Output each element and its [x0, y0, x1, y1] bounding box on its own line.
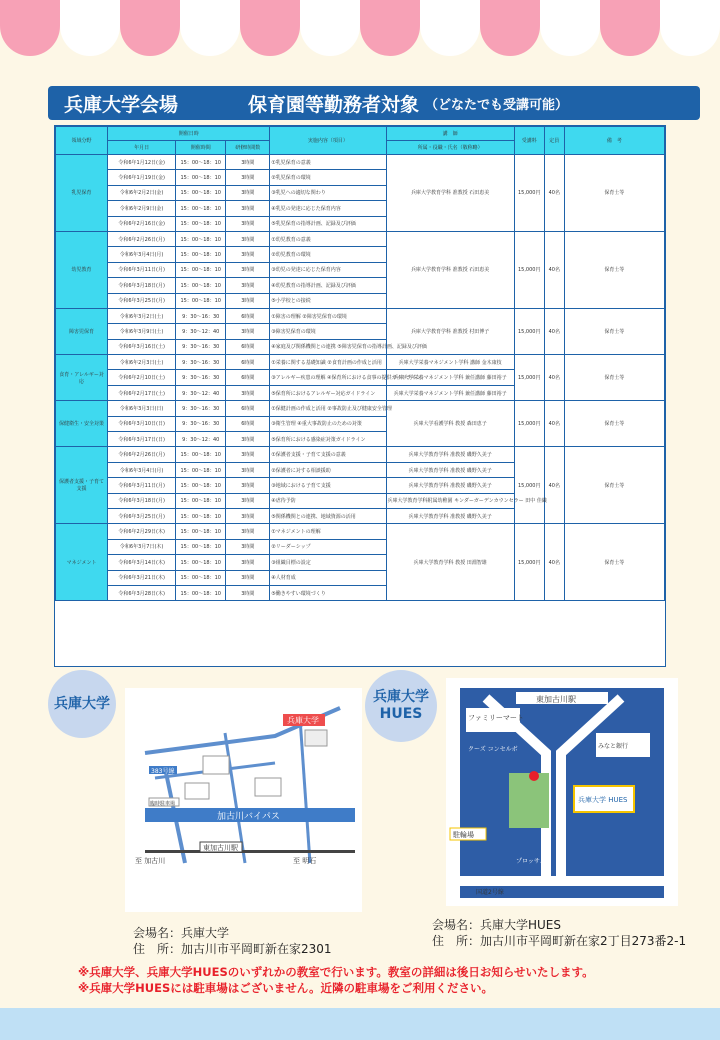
campus1-map [125, 688, 362, 912]
cell-time: 15：00～18：10 [176, 185, 226, 200]
cell-lecturer: 兵庫大学教育学科 准教授 磯野久美子 [386, 508, 514, 523]
cell-content: ④家庭及び関係機関との連携 ⑤障害児保育の指導計画、記録及び評価 [270, 339, 386, 354]
cell-date: 令和6年2月16日(金) [108, 216, 176, 231]
campus2-badge [365, 670, 437, 742]
note-1: ※兵庫大学、兵庫大学HUESのいずれかの教室で行います。教室の詳細は後日お知らせいたします。 [78, 965, 594, 979]
cell-hours: 3時間 [226, 216, 270, 231]
to-kakogawa: 至 加古川 [135, 857, 166, 865]
table-row [56, 355, 665, 370]
cell-area: 幼児教育 [56, 231, 108, 308]
cell-area: マネジメント [56, 524, 108, 601]
cell-time: 15：00～18：10 [176, 478, 226, 493]
schedule-body [56, 155, 665, 601]
table-row [56, 231, 665, 246]
cell-date: 令和6年3月16日(土) [108, 339, 176, 354]
cell-date: 令和6年3月3日(日) [108, 401, 176, 416]
cell-hours: 3時間 [226, 155, 270, 170]
cell-content: ①栄養に関する基礎知識 ②食育計画の作成と活用 [270, 355, 386, 370]
cell-time: 15：00～18：10 [176, 570, 226, 585]
cell-time: 9：30～16：30 [176, 416, 226, 431]
cell-date: 令和6年3月7日(木) [108, 539, 176, 554]
cell-date: 令和6年3月21日(木) [108, 570, 176, 585]
university-label: 兵庫大学 [287, 716, 319, 725]
familymart-label: ファミリーマート [468, 714, 524, 722]
cell-content: ③衛生管理 ④重大事故防止のための対策 [270, 416, 386, 431]
cell-lecturer: 兵庫大学教育学科 教授 田淵智雄 [386, 524, 514, 601]
cell-date: 令和6年1月12日(金) [108, 155, 176, 170]
cell-hours: 3時間 [226, 585, 270, 600]
target-title: 保育園等勤務者対象 [248, 93, 420, 116]
cell-area: 障害児保育 [56, 308, 108, 354]
target-subtitle: （どなたでも受講可能） [425, 97, 569, 113]
cell-date: 令和6年2月26日(月) [108, 231, 176, 246]
cell-date: 令和6年3月17日(日) [108, 432, 176, 447]
cell-time: 15：00～18：10 [176, 524, 226, 539]
to-akashi: 至 明石 [293, 857, 317, 865]
cell-fee: 15,000円 [514, 524, 544, 601]
cell-time: 15：00～18：10 [176, 539, 226, 554]
cell-date: 令和6年2月9日(金) [108, 201, 176, 216]
cell-hours: 3時間 [226, 231, 270, 246]
th-lecturer-group: 講 師 [386, 127, 514, 141]
cell-date: 令和6年3月11日(月) [108, 478, 176, 493]
cell-lecturer: 兵庫大学教育学科 准教授 磯野久美子 [386, 447, 514, 462]
th-time: 開催時間 [176, 141, 226, 155]
cell-cap: 40名 [544, 231, 564, 308]
cell-remarks: 保育士等 [564, 401, 664, 447]
th-cap: 定員 [544, 127, 564, 155]
awning-decoration [0, 0, 720, 56]
cell-content: ⑤小学校との接続 [270, 293, 386, 308]
cell-hours: 6時間 [226, 339, 270, 354]
cell-hours: 3時間 [226, 508, 270, 523]
cell-cap: 40名 [544, 308, 564, 354]
cell-hours: 3時間 [226, 293, 270, 308]
cell-fee: 15,000円 [514, 308, 544, 354]
cell-remarks: 保育士等 [564, 308, 664, 354]
prossum-label: プロッサム [516, 858, 546, 865]
campus2-caption [432, 917, 686, 949]
cell-date: 令和6年3月18日(月) [108, 493, 176, 508]
th-date-group: 開催日時 [108, 127, 270, 141]
cell-fee: 15,000円 [514, 355, 544, 401]
cell-hours: 6時間 [226, 370, 270, 385]
cell-content: ④乳児の発達に応じた保育内容 [270, 201, 386, 216]
cell-date: 令和6年3月11日(月) [108, 262, 176, 277]
campus2-address: 住 所：加古川市平岡町新在家2丁目273番2-1 [432, 934, 687, 948]
cell-time: 15：00～18：10 [176, 447, 226, 462]
cell-hours: 3時間 [226, 324, 270, 339]
note-2: ※兵庫大学HUESには駐車場はございません。近隣の駐車場をご利用ください。 [78, 981, 493, 995]
cell-hours: 3時間 [226, 201, 270, 216]
cell-time: 15：00～18：10 [176, 155, 226, 170]
cell-hours: 3時間 [226, 185, 270, 200]
cell-hours: 6時間 [226, 355, 270, 370]
table-row [56, 155, 665, 170]
cell-time: 15：00～18：10 [176, 201, 226, 216]
cell-remarks: 保育士等 [564, 355, 664, 401]
cell-lecturer: 兵庫大学栄養マネジメント学科 兼任講師 藤田裕子 [386, 370, 514, 385]
th-remarks: 備 考 [564, 127, 664, 155]
station-label-2: 東加古川駅 [536, 695, 576, 704]
cell-cap: 40名 [544, 401, 564, 447]
venue-title: 兵庫大学会場 [64, 93, 179, 116]
cell-time: 15：00～18：10 [176, 247, 226, 262]
minato-label: みなと銀行 [598, 743, 629, 750]
cell-date: 令和6年3月25日(月) [108, 293, 176, 308]
bypass-label: 加古川バイパス [217, 812, 280, 822]
cell-cap: 40名 [544, 447, 564, 524]
cell-content: ⑤働きやすい環境づくり [270, 585, 386, 600]
cell-lecturer: 兵庫大学看護学科 教授 森田恵子 [386, 401, 514, 447]
cell-content: ③組織目標の設定 [270, 555, 386, 570]
footer-band [0, 1008, 720, 1040]
parking-label-1: 臨時駐車場 [150, 801, 176, 807]
campus2-map [446, 678, 678, 906]
cell-time: 15：00～18：10 [176, 555, 226, 570]
cell-fee: 15,000円 [514, 447, 544, 524]
cell-cap: 40名 [544, 355, 564, 401]
cell-time: 9：30～16：30 [176, 401, 226, 416]
table-row [56, 447, 665, 462]
cell-remarks: 保育士等 [564, 524, 664, 601]
cell-hours: 3時間 [226, 478, 270, 493]
cell-remarks: 保育士等 [564, 447, 664, 524]
cell-hours: 3時間 [226, 524, 270, 539]
cell-hours: 3時間 [226, 462, 270, 477]
cell-lecturer: 兵庫大学教育学科 准教授 石田恵美 [386, 231, 514, 308]
cell-time: 9：30～12：40 [176, 324, 226, 339]
cell-content: ②リーダーシップ [270, 539, 386, 554]
cell-time: 15：00～18：10 [176, 170, 226, 185]
cell-hours: 3時間 [226, 262, 270, 277]
cell-time: 15：00～18：10 [176, 493, 226, 508]
cell-time: 9：30～12：40 [176, 432, 226, 447]
table-row [56, 524, 665, 539]
cell-content: ⑤乳児保育の指導計画、記録及び評価 [270, 216, 386, 231]
cell-time: 9：30～16：30 [176, 370, 226, 385]
cell-date: 令和6年2月2日(金) [108, 185, 176, 200]
cell-time: 15：00～18：10 [176, 216, 226, 231]
th-lecturer: 所属・役職・氏名（敬称略） [386, 141, 514, 155]
campus2-badge-text: 兵庫大学 HUES [373, 689, 429, 722]
schedule-table [54, 125, 666, 667]
cell-date: 令和6年3月25日(月) [108, 508, 176, 523]
cell-hours: 3時間 [226, 432, 270, 447]
header-bar [48, 86, 700, 120]
notes [78, 964, 594, 996]
cell-content: ①幼児教育の意義 [270, 231, 386, 246]
cell-lecturer: 兵庫大学教育学科 准教授 磯野久美子 [386, 478, 514, 493]
cell-date: 令和6年1月19日(金) [108, 170, 176, 185]
cell-date: 令和6年2月3日(土) [108, 355, 176, 370]
cell-hours: 3時間 [226, 278, 270, 293]
cell-lecturer: 兵庫大学栄養マネジメント学科 講師 金木康枝 [386, 355, 514, 370]
cell-hours: 3時間 [226, 385, 270, 400]
cell-remarks: 保育士等 [564, 155, 664, 232]
campus1-badge: 兵庫大学 [48, 670, 116, 738]
table-row [56, 401, 665, 416]
cell-time: 15：00～18：10 [176, 231, 226, 246]
cell-content: ①マネジメントの理解 [270, 524, 386, 539]
cell-hours: 3時間 [226, 555, 270, 570]
cell-hours: 3時間 [226, 570, 270, 585]
cell-hours: 3時間 [226, 247, 270, 262]
cell-content: ③乳児への適切な関わり [270, 185, 386, 200]
campus1-venue: 会場名：兵庫大学 [133, 926, 230, 940]
cell-content: ①乳児保育の意義 [270, 155, 386, 170]
cell-content: ①保護者支援・子育て支援の意義 [270, 447, 386, 462]
cell-time: 15：00～18：10 [176, 262, 226, 277]
table-row [56, 308, 665, 323]
cell-time: 15：00～18：10 [176, 462, 226, 477]
cell-content: ②保護者に対する相談援助 [270, 462, 386, 477]
cell-date: 令和6年2月17日(土) [108, 385, 176, 400]
th-content: 実施内容（項目） [270, 127, 386, 155]
campus1-caption [133, 925, 332, 957]
th-fee: 受講料 [514, 127, 544, 155]
cell-area: 保護者支援・子育て支援 [56, 447, 108, 524]
cell-time: 15：00～18：10 [176, 278, 226, 293]
cell-hours: 3時間 [226, 447, 270, 462]
cell-content: ②乳児保育の環境 [270, 170, 386, 185]
th-area: 領域分野 [56, 127, 108, 155]
parking-label-2: 駐輪場 [453, 831, 474, 839]
cell-lecturer: 兵庫大学教育学科 准教授 石田恵美 [386, 155, 514, 232]
cell-date: 令和6年3月4日(月) [108, 247, 176, 262]
cell-cap: 40名 [544, 524, 564, 601]
cell-fee: 15,000円 [514, 401, 544, 447]
cell-hours: 6時間 [226, 416, 270, 431]
cell-date: 令和6年2月10日(土) [108, 370, 176, 385]
cell-lecturer: 兵庫大学栄養マネジメント学科 兼任講師 藤田裕子 [386, 385, 514, 400]
cell-hours: 3時間 [226, 170, 270, 185]
cell-fee: 15,000円 [514, 231, 544, 308]
cell-hours: 3時間 [226, 493, 270, 508]
cell-hours: 3時間 [226, 539, 270, 554]
route-label: 383号線 [151, 768, 175, 775]
cell-content: ③障害児保育の環境 [270, 324, 386, 339]
cell-hours: 6時間 [226, 401, 270, 416]
cell-area: 保健衛生・安全対策 [56, 401, 108, 447]
cell-time: 15：00～18：10 [176, 508, 226, 523]
cell-area: 乳児保育 [56, 155, 108, 232]
hues-label: 兵庫大学 HUES [578, 796, 628, 804]
cell-content: ⑤保育所におけるアレルギー対応ガイドライン [270, 385, 386, 400]
cell-lecturer: 兵庫大学教育学科附属幼稚園 キンダーガーデンカウンセラー 田中 佳織 [386, 493, 514, 508]
cell-content: ④幼児教育の指導計画、記録及び評価 [270, 278, 386, 293]
cell-date: 令和6年3月28日(木) [108, 585, 176, 600]
th-date: 年月日 [108, 141, 176, 155]
cell-time: 15：00～18：10 [176, 293, 226, 308]
cell-content: ③アレルギー疾患の理解 ④保育所における食事の提供ガイドライン [270, 370, 386, 385]
cell-date: 令和6年3月18日(月) [108, 278, 176, 293]
cell-date: 令和6年2月29日(木) [108, 524, 176, 539]
cell-date: 令和6年3月14日(木) [108, 555, 176, 570]
cell-content: ④人材育成 [270, 570, 386, 585]
campus2-venue: 会場名：兵庫大学HUES [432, 918, 562, 932]
cell-content: ①障害の理解 ②障害児保育の環境 [270, 308, 386, 323]
kudes-label: クーズ コンセルボ [468, 746, 518, 753]
cell-time: 9：30～12：40 [176, 385, 226, 400]
cell-remarks: 保育士等 [564, 231, 664, 308]
campus1-address: 住 所：加古川市平岡町新在家2301 [133, 942, 332, 956]
cell-time: 9：30～16：30 [176, 355, 226, 370]
cell-content: ②幼児教育の環境 [270, 247, 386, 262]
cell-cap: 40名 [544, 155, 564, 232]
route2-label: 国道2号線 [476, 889, 504, 896]
cell-content: ⑤保育所における感染症対策ガイドライン [270, 432, 386, 447]
cell-content: ①保健計画の作成と活用 ②事故防止及び健康安全管理 [270, 401, 386, 416]
station-label-1: 東加古川駅 [203, 844, 238, 852]
cell-content: ⑤関係機関との連携、地域資源の活用 [270, 508, 386, 523]
cell-time: 9：30～16：30 [176, 308, 226, 323]
cell-hours: 6時間 [226, 308, 270, 323]
cell-date: 令和6年3月9日(土) [108, 324, 176, 339]
cell-time: 9：30～16：30 [176, 339, 226, 354]
cell-date: 令和6年3月10日(日) [108, 416, 176, 431]
cell-fee: 15,000円 [514, 155, 544, 232]
cell-date: 令和6年3月4日(月) [108, 462, 176, 477]
cell-date: 令和6年2月26日(月) [108, 447, 176, 462]
cell-lecturer: 兵庫大学教育学科 准教授 村田博子 [386, 308, 514, 354]
th-hours: 研修時間数 [226, 141, 270, 155]
cell-content: ④虐待予防 [270, 493, 386, 508]
cell-area: 食育・アレルギー対応 [56, 355, 108, 401]
cell-content: ③地域における子育て支援 [270, 478, 386, 493]
cell-content: ③幼児の発達に応じた保育内容 [270, 262, 386, 277]
cell-date: 令和6年3月2日(土) [108, 308, 176, 323]
cell-lecturer: 兵庫大学教育学科 准教授 磯野久美子 [386, 462, 514, 477]
cell-time: 15：00～18：10 [176, 585, 226, 600]
